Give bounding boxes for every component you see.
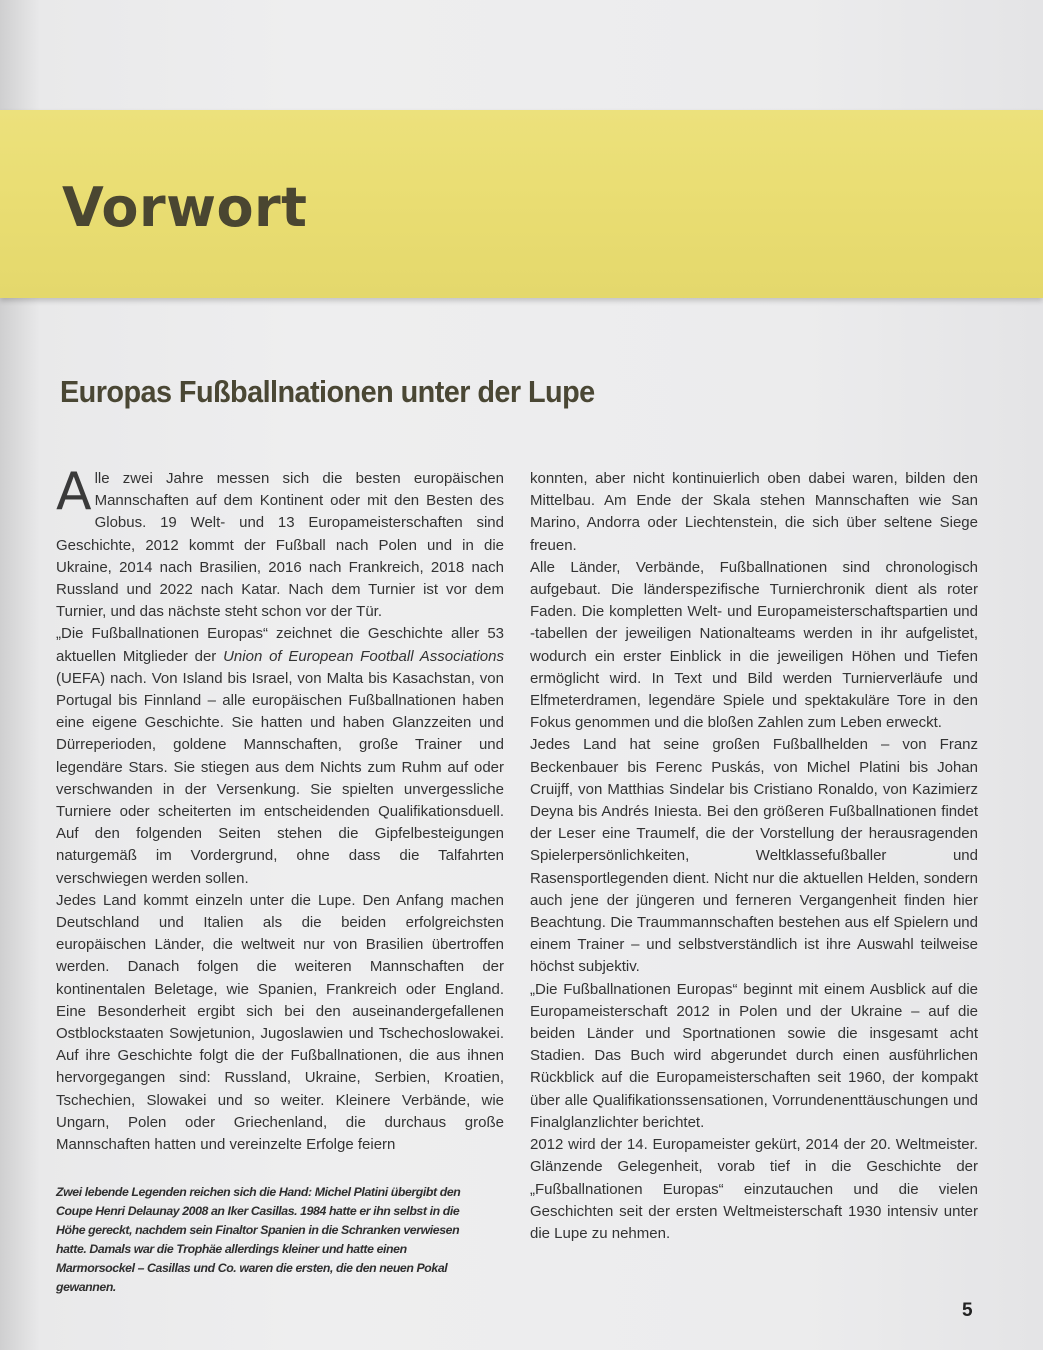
paragraph: „Die Fußballnationen Europas“ beginnt mit einem Ausblick auf die Europameisterschaft 2012 in Polen und der Ukraine – auf die beiden Länder und Sportnationen sowie die insgesamt acht Stadien. Das Buch wird abgerundet durch einen ausführlichen Rückblick auf die Europameisterschaften seit 1960, der kompakt über alle Qualifikationssensationen, Vorrundenenttäuschungen und Finalglanzlichter berichtet. (530, 980, 978, 1131)
paragraph-text: „Die Fußballnationen Europas“ zeichnet die Geschichte aller 53 aktuellen Mitglieder der (56, 625, 504, 665)
paragraph: konnten, aber nicht kontinuierlich oben dabei waren, bilden den Mittelbau. Am Ende der Skala stehen Mannschaften wie San Marino, Andorra oder Liechtenstein, die sich über seltene Siege freuen. (530, 470, 978, 554)
paragraph-text: (UEFA) nach. Von Island bis Israel, von Malta bis Kasachstan, von Portugal bis Finnland – alle europäischen Fußballnationen haben eine eigene Geschichte. Sie hatten und haben Glanzzeiten und Dürreperioden, goldene Mannschaften, große Trainer und legendäre Stars. Sie stiegen aus dem Nichts zum Ruhm auf oder verschwanden in der Versenkung. Sie spielten unvergessliche Turniere oder scheiterten im entscheidenden Qualifikationsduell. Auf den folgenden Seiten stehen die Gipfelbesteigungen naturgemäß im Vordergrund, ohne dass die Talfahrten verschwiegen werden sollen. (56, 669, 504, 887)
paragraph: Jedes Land kommt einzeln unter die Lupe. Den Anfang machen Deutschland und Italien als die beiden erfolgreichsten europäischen Länder, die weltweit nur von Brasilien übertroffen werden. Danach folgen die weiteren Mannschaften der kontinentalen Beletage, wie Spanien, Frankreich oder England. Eine Besonderheit ergibt sich bei den auseinandergefallenen Ostblockstaaten Sowjetunion, Jugoslawien und Tschechoslowakei. Auf ihre Geschichte folgt die der Fußballnationen, die aus ihnen hervorgegangen sind: Russland, Ukraine, Serbien, Kroatien, Tschechien, Slowakei und so weiter. Kleinere Verbände, wie Ungarn, Polen oder Griechenland, die durchaus große Mannschaften hatten und vereinzelte Erfolge feiern (56, 891, 504, 1154)
paragraph-text: lle zwei Jahre messen sich die besten europäischen Mannschaften auf dem Kontinent oder mit den Besten des Globus. 19 Welt- und 13 Europameisterschaften sind Geschichte, 2012 kommt der Fußball nach Polen und in die Ukraine, 2014 nach Brasilien, 2016 nach Frankreich, 2018 nach Russland und 2022 nach Katar. Nach dem Turnier ist vor dem Turnier, und das nächste steht schon vor der Tür. (56, 470, 504, 621)
paragraph: 2012 wird der 14. Europameister gekürt, 2014 der 20. Weltmeister. Glänzende Gelegenheit, vorab tief in die Geschichte der „Fußballnationen Europas“ einzutauchen und die vielen Geschichten seit der ersten Weltmeisterschaft 1930 intensiv unter die Lupe zu nehmen. (530, 1136, 978, 1242)
page-subtitle: Europas Fußballnationen unter der Lupe (60, 374, 595, 409)
paragraph (56, 462, 504, 623)
right-text-column (530, 468, 978, 1245)
italic-organization-name: Union of European Football Associations (223, 647, 504, 665)
chapter-title: Vorwort (62, 176, 308, 239)
drop-cap: A (56, 462, 92, 522)
paragraph: Jedes Land hat seine großen Fußballhelden – von Franz Beckenbauer bis Ferenc Puskás, von Michel Platini bis Johan Cruijff, von Matthias Sindelar bis Cristiano Ronaldo, von Kazimierz Deyna bis Andrés Iniesta. Bei den größeren Fußballnationen findet der Leser eine Traumelf, die der Vorstellung der herausragenden Spielerpersönlichkeiten, Weltklassefußballer und Rasensportlegenden dient. Nicht nur die aktuellen Helden, sondern auch jene der jüngeren und ferneren Vergangenheit finden hier Beachtung. Die Traummannschaften bestehen aus elf Spielern und einem Trainer – und selbstverständlich ist ihre Auswahl teilweise höchst subjektiv. (530, 736, 978, 976)
left-text-column (56, 462, 504, 1156)
photo-caption: Zwei lebende Legenden reichen sich die Hand: Michel Platini übergibt den Coupe Henri Delaunay 2008 an Iker Casillas. 1984 hatte er ihn selbst in die Höhe gereckt, nachdem sein Finaltor Spanien in die Schranken verwiesen hatte. Damals war die Trophäe allerdings kleiner und hatte einen Marmorsockel – Casillas und Co. waren die ersten, die den neuen Pokal gewannen. (56, 1185, 461, 1294)
page-number: 5 (962, 1300, 973, 1321)
paragraph (56, 623, 504, 889)
paragraph: Alle Länder, Verbände, Fußballnationen sind chronologisch aufgebaut. Die länderspezifische Turnierchronik dient als roter Faden. Die kompletten Welt- und Europameisterschaftspartien und -tabellen der jeweiligen Nationalteams werden in ihr aufgelistet, wodurch ein erster Einblick in die jeweiligen Höhen und Tiefen ermöglicht wird. In Text und Bild werden Turnierverläufe und Elfmeterdramen, legendäre Spiele und spektakuläre Tore in den Fokus genommen und die bloßen Zahlen zum Leben erweckt. (530, 558, 978, 732)
